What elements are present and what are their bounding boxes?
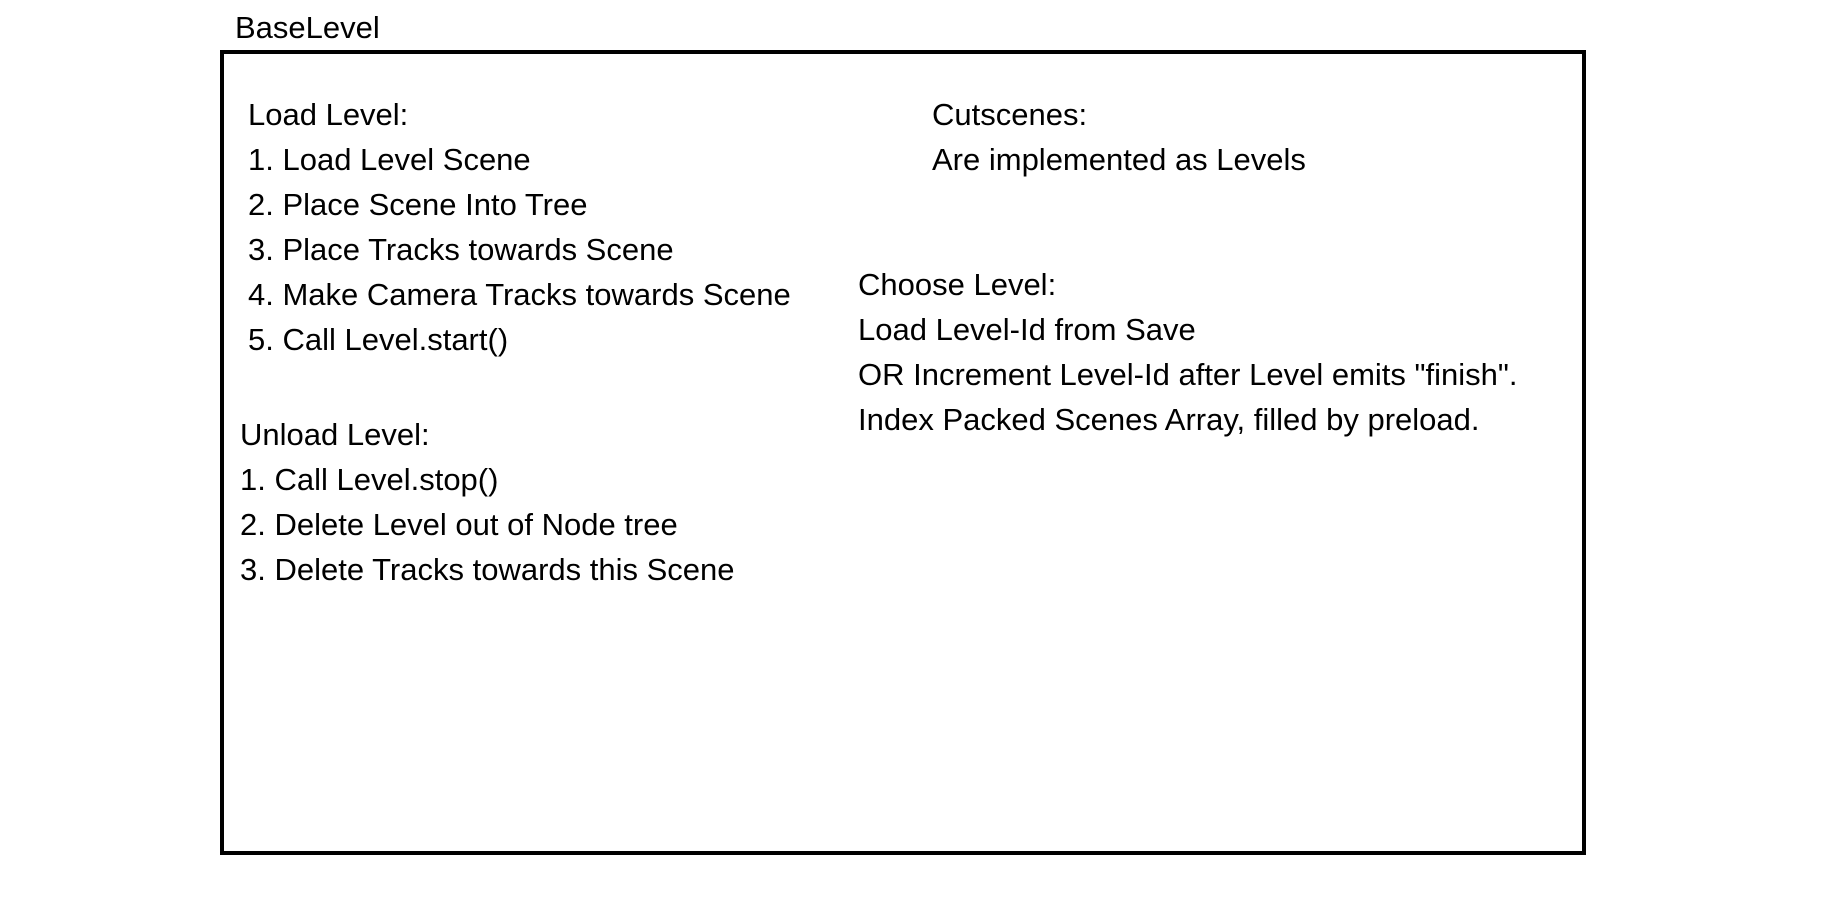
cutscenes-heading: Cutscenes: [932, 97, 1088, 132]
unload-level-step: 1. Call Level.stop() [240, 462, 499, 497]
unload-level-heading: Unload Level: [240, 417, 430, 452]
load-level-step: 2. Place Scene Into Tree [248, 187, 588, 222]
choose-level-line: OR Increment Level-Id after Level emits "finish". [858, 357, 1518, 392]
diagram-title: BaseLevel [235, 10, 380, 45]
load-level-heading: Load Level: [248, 97, 409, 132]
cutscenes-section [932, 92, 1306, 182]
unload-level-step: 3. Delete Tracks towards this Scene [240, 552, 735, 587]
load-level-step: 5. Call Level.start() [248, 322, 509, 357]
choose-level-line: Index Packed Scenes Array, filled by preload. [858, 402, 1480, 437]
load-level-step: 4. Make Camera Tracks towards Scene [248, 277, 791, 312]
load-level-step: 1. Load Level Scene [248, 142, 531, 177]
unload-level-section [240, 412, 735, 592]
choose-level-section [858, 262, 1518, 442]
load-level-section [248, 92, 791, 362]
cutscenes-line: Are implemented as Levels [932, 142, 1306, 177]
load-level-step: 3. Place Tracks towards Scene [248, 232, 674, 267]
choose-level-heading: Choose Level: [858, 267, 1057, 302]
choose-level-line: Load Level-Id from Save [858, 312, 1196, 347]
unload-level-step: 2. Delete Level out of Node tree [240, 507, 678, 542]
